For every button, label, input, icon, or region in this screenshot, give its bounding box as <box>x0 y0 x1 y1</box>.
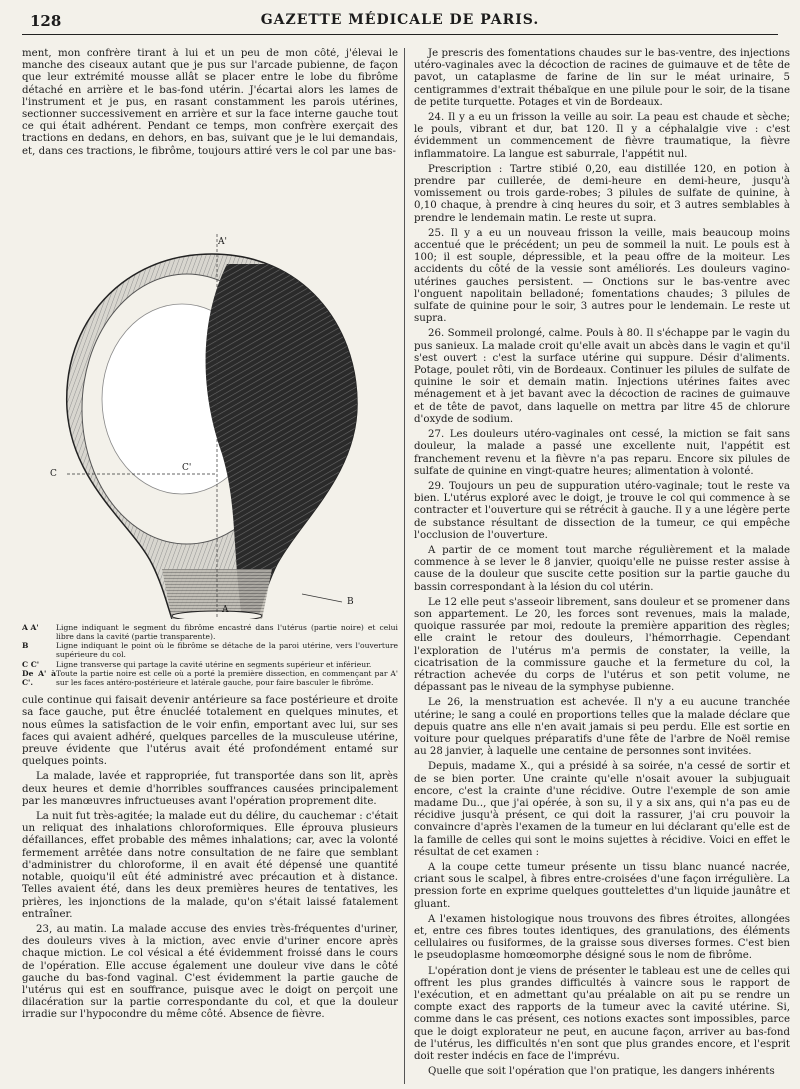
figure-label-a-prime: A' <box>218 236 227 247</box>
right-paragraph-10: Le 26, la menstruation est achevée. Il n'y a eu aucune tranchée utérine; le sang a coulé en proportions telles que la malade déclare que depuis quatre ans elle n'en avait jamais si peu perdu. Elle est sortie en voiture pour quelques préparatifs d'une fête de l'arbre de Noël remise au 28 janvier, à laquelle une centaine de personnes sont invitées. <box>414 697 790 758</box>
legend-key: A A' <box>22 622 39 632</box>
right-paragraph-11: Depuis, madame X., qui a présidé à sa soirée, n'a cessé de sortir et de se bien porter. Une crainte qu'elle n'osait avouer la subjuguait encore, c'est la crainte d'une récidive. Outre l'exemple de son amie madame Du.., que j'ai opérée, à son su, il y a six ans, qui n'a pas eu de récidive jusqu'à présent, ce qui doit la rassurer, j'ai cru pouvoir la convaincre d'après l'examen de la tumeur en lui déclarant qu'elle est de la famille de celles qui sont le moins sujettes à récidive. Voici en effet le résultat de cet examen : <box>414 761 790 858</box>
legend-row <box>22 641 398 659</box>
right-column <box>414 48 790 1084</box>
legend-row <box>22 669 398 687</box>
column-divider <box>404 48 405 1084</box>
right-paragraph-8: A partir de ce moment tout marche régulièrement et la malade commence à se lever le 8 janvier, quoiqu'elle ne puisse rester assise à cause de la douleur que suscite cette position sur la partie gauche du bassin correspondant à la lésion du col utérin. <box>414 544 790 593</box>
legend-text: Ligne indiquant le segment du fibrôme encastré dans l'utérus (partie noire) et celui libre dans la cavité (partie transparente). <box>56 622 398 642</box>
page-number: 128 <box>30 12 62 30</box>
left-paragraph-4: La nuit fut très-agitée; la malade eut du délire, du cauchemar : c'était un reliquat des inhalations chloroformiques. Elle éprouva plusieurs défaillances, effet probable des mêmes inhalations; car, avec la volonté fermement arrêtée dans notre consultation de ne faire que semblant d'administrer du chloroforme, il en avait été dépensé une quantité notable, quoiqu'il eût été administré avec précaution et à distance. Telles avaient été, dans les deux premières heures de tentatives, les prières, les injonctions de la malade, qu'on s'était laissé fatalement entraîner. <box>22 811 398 920</box>
legend-text: Ligne indiquant le point où le fibrôme se détache de la paroi utérine, vers l'ouverture supérieure du col. <box>56 641 398 660</box>
right-paragraph-5: 26. Sommeil prolongé, calme. Pouls à 80. Il s'échappe par le vagin du pus sanieux. La malade croit qu'elle avait un abcès dans le vagin et qu'il s'est ouvert : c'est la surface utérine qui suppure. Désir d'aliments. Potage, poulet rôti, vin de Bordeaux. Continuer les pilules de sulfate de quinine le soir et demain matin. Injections utérines faites avec ménagement et à jet bavant avec la décoction de racines de guimauve et de tête de pavot, dans laquelle on mettra par litre 45 de chlorure d'oxyde de sodium. <box>414 328 790 425</box>
fibroma-illustration <box>22 164 398 619</box>
legend-text: Ligne transverse qui partage la cavité utérine en segments supérieur et inférieur. <box>56 659 372 669</box>
legend-key: De A' à C'. <box>22 668 56 688</box>
header-rule <box>22 34 778 35</box>
right-paragraph-15: Quelle que soit l'opération que l'on pratique, les dangers inhérents <box>428 1066 775 1078</box>
right-paragraph-14: L'opération dont je viens de présenter le tableau est une de celles qui offrent les plus grandes difficultés à vaincre sous le rapport de l'exécution, et en admettant qu'au préalable on ait pu se rendre un compte exact des rapports de la tumeur avec la cavité utérine. Si, comme dans le cas présent, ces notions exactes sont impossibles, parce que le doigt explorateur ne peut, en aucune façon, arriver au bas-fond de l'utérus, les difficultés n'en sont que plus grandes encore, et l'esprit doit rester indécis en face de l'imprévu. <box>414 965 790 1063</box>
left-column <box>22 48 398 1084</box>
figure-legend <box>22 623 398 687</box>
figure-label-c-prime: C' <box>182 462 192 473</box>
right-paragraph-3: Prescription : Tartre stibié 0,20, eau distillée 120, en potion à prendre par cuillerée, de demi-heure en demi-heure, jusqu'à vomissement ou trois garde-robes; 3 pilules de sulfate de quinine, à 0,10 chaque, à prendre à cinq heures du soir, et 3 autres semblables à prendre le lendemain matin. Le reste ut supra. <box>414 163 790 224</box>
right-paragraph-7: 29. Toujours un peu de suppuration utéro-vaginale; tout le reste va bien. L'utérus exploré avec le doigt, je trouve le col qui commence à se contracter et l'ouverture qui se rétrécit à gauche. Il y a une légère perte de substance résultant de dissection de la tumeur, ce qui empêche l'occlusion de l'ouverture. <box>414 480 790 541</box>
left-paragraph-3: La malade, lavée et rappropriée, fut transportée dans son lit, après deux heures et demie d'horribles souffrances causées principalement par les manœuvres infructueuses avant l'opération proprement dite. <box>22 771 398 807</box>
legend-key: C C' <box>22 659 40 669</box>
legend-row <box>22 660 398 669</box>
journal-title: GAZETTE MÉDICALE DE PARIS. <box>260 12 540 28</box>
figure-label-c: C <box>50 468 57 479</box>
figure-label-a: A <box>222 604 229 615</box>
right-paragraph-2: 24. Il y a eu un frisson la veille au soir. La peau est chaude et sèche; le pouls, vibrant et dur, bat 120. Il y a céphalalgie vive : c'est évidemment un commencement de fièvre traumatique, la fièvre inflammatoire. La langue est saburrale, l'appétit nul. <box>414 112 790 160</box>
right-paragraph-4: 25. Il y a eu un nouveau frisson la veille, mais beaucoup moins accentué que le précédent; un peu de sommeil la nuit. Le pouls est à 100; il est souple, dépressible, et la peau offre de la moiteur. Les accidents du côté de la vessie sont améliorés. Les douleurs vagino-utérines gauches persistent. — Onctions sur le bas-ventre avec l'onguent napolitain belladoné; fomentations chaudes; 3 pilules de sulfate de quinine pour le soir, 3 autres pour le lendemain. Le reste ut supra. <box>414 227 790 325</box>
right-paragraph-12: A la coupe cette tumeur présente un tissu blanc nuancé nacrée, criant sous le scalpel, à fibres entre-croisées d'une façon irrégulière. La pression forte en exprime quelques gouttelettes d'un liquide jaunâtre et gluant. <box>414 862 790 910</box>
left-paragraph-2: cule continue qui faisait devenir antérieure sa face postérieure et droite sa face gauche, put être énucléé totalement en quelques minutes, et nous eûmes la satisfaction de le voir enfin, emportant avec lui, sur ses faces qui avaient adhéré, quelques parcelles de la musculeuse utérine, preuve évidente que l'utérus avait été profondément entamé sur quelques points. <box>22 695 398 768</box>
left-paragraph-1: ment, mon confrère tirant à lui et un peu de mon côté, j'élevai le manche des ciseaux autant que je pus sur l'arcade pubienne, de façon que leur extrémité mousse allât se placer entre le lobe du fibrôme détaché en arrière et le bas-fond utérin. J'écartai alors les lames de l'instrument et je pus, en rasant constamment les parois utérines, sectionner successivement en arrière et sur la face interne gauche tout ce qui était adhérent. Pendant ce temps, mon confrère exerçait des tractions en dedans, en dehors, en bas, suivant que je le lui demandais, et, dans ces tractions, le fibrôme, toujours attiré vers le col par une bas- <box>22 48 398 157</box>
legend-row <box>22 623 398 641</box>
legend-key: B <box>22 641 29 651</box>
left-paragraph-5: 23, au matin. La malade accuse des envies très-fréquentes d'uriner, des douleurs vives à la miction, avec envie d'uriner encore après chaque miction. Le col vésical a été évidemment froissé dans le cours de l'opération. Elle accuse également une douleur vive dans le côté gauche du bas-fond vaginal. C'est évidemment la partie gauche de l'utérus qui est en souffrance, puisque avec le doigt on perçoit une dilacération sur la partie correspondante du col, et que la douleur irradie sur l'hypocondre du même côté. Absence de fièvre. <box>22 923 398 1021</box>
right-paragraph-1: Je prescris des fomentations chaudes sur le bas-ventre, des injections utéro-vaginales avec la décoction de racines de guimauve et de tête de pavot, un cataplasme de farine de lin sur le méat urinaire, 5 centigrammes d'extrait thébaïque en une pilule pour le soir, de la tisane de petite turquette. Potages et vin de Bordeaux. <box>414 48 790 108</box>
figure-label-b: B <box>347 596 354 607</box>
legend-text: Toute la partie noire est celle où a porté la première dissection, en commençant par A' sur les faces antéro-postérieure et latérale gauche, pour faire basculer le fibrôme. <box>56 668 398 688</box>
page-header <box>22 10 778 36</box>
right-paragraph-13: A l'examen histologique nous trouvons des fibres étroites, allongées et, entre ces fibres toutes identiques, des granulations, des éléments cellulaires ou fusiformes, de la graisse sous diverses formes. C'est bien le pseudoplasme homœomorphe désigné sous le nom de fibrôme. <box>414 913 790 962</box>
uterus-fibroma-figure <box>22 164 398 619</box>
right-paragraph-9: Le 12 elle peut s'asseoir librement, sans douleur et se promener dans son appartement. Le 20, les forces sont revenues, mais la malade, quoique rassurée par moi, redoute la première apparition des règles; elle craint le retour des douleurs, l'hémorrhagie. Cependant l'exploration de l'utérus m'a permis de constater, la veille, la cicatrisation de la commissure gauche et la fermeture du col, la rétraction achevée du corps de l'utérus et son petit volume, ne dépassant pas le niveau de la symphyse pubienne. <box>414 596 790 694</box>
right-paragraph-6: 27. Les douleurs utéro-vaginales ont cessé, la miction se fait sans douleur, la malade a passé une excellente nuit, l'appétit est franchement revenu et la fièvre n'a pas reparu. Encore six pilules de sulfate de quinine en vingt-quatre heures; alimentation à volonté. <box>414 429 790 477</box>
